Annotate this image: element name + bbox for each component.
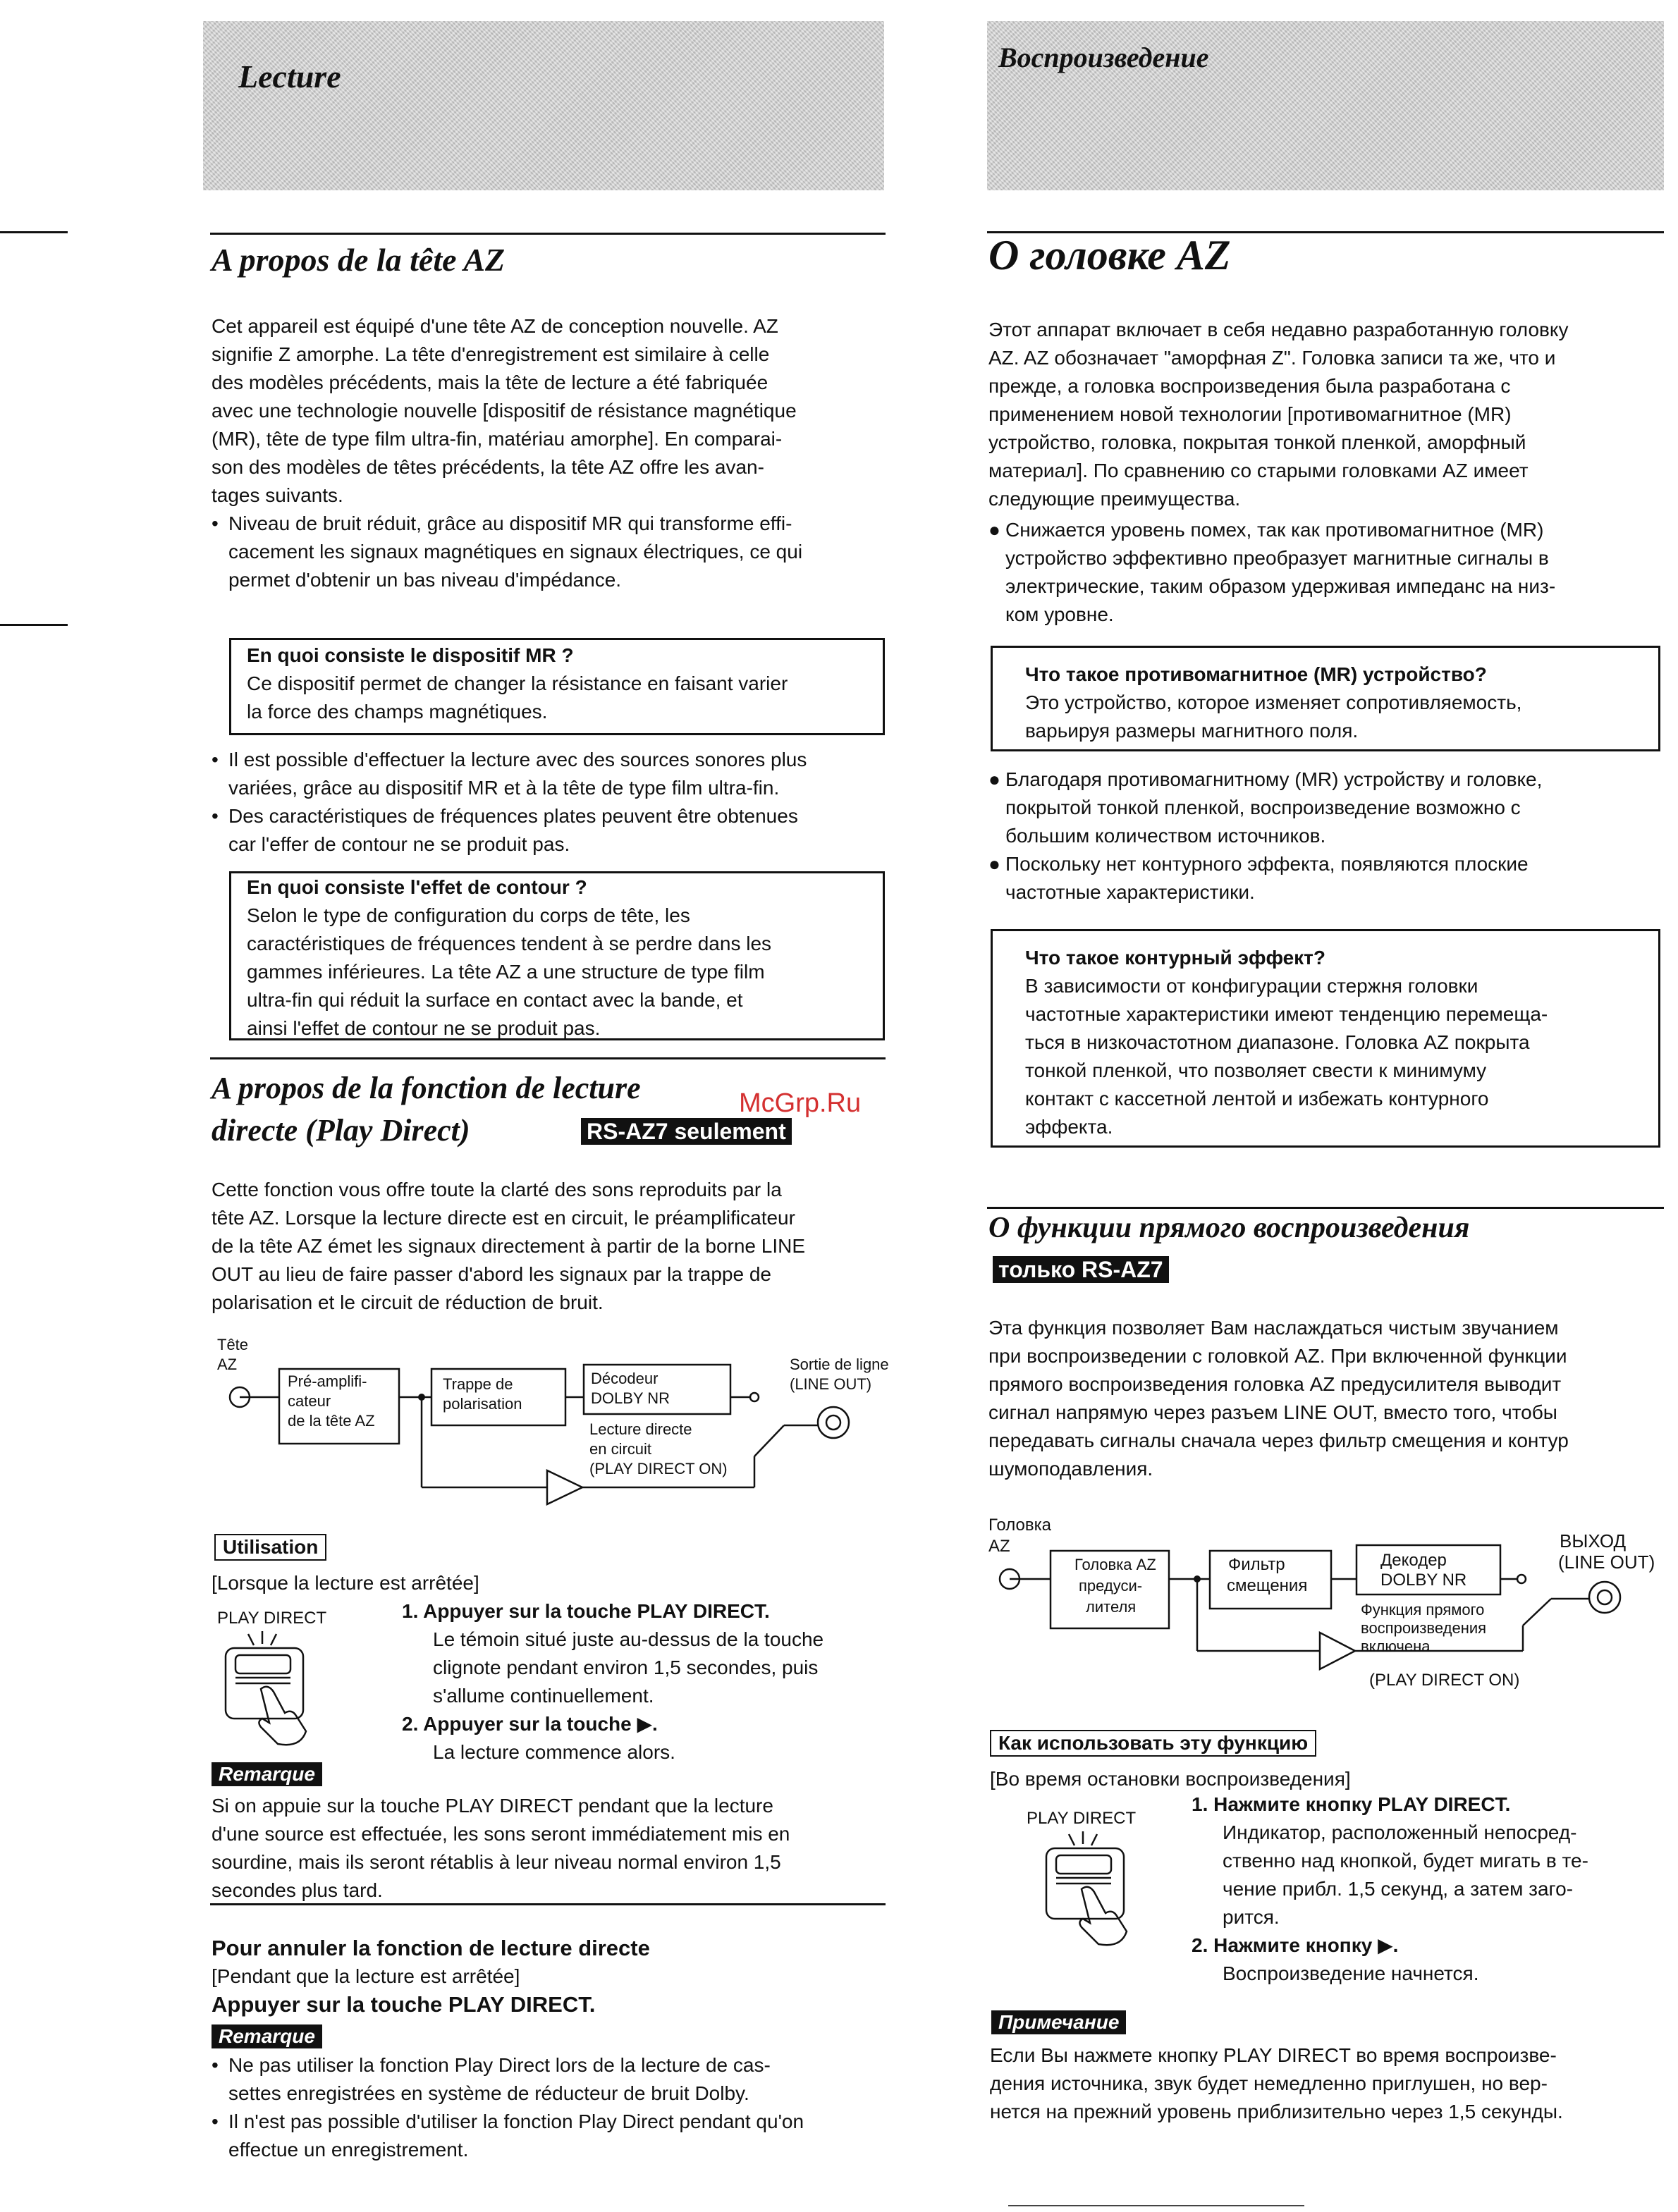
box-body: В зависимости от конфигурации стержня головки частотные характеристики имеют тенденцию перемеща- ться в низкочастотном диапазоне. Головка AZ покрыта тонкой пленкой, что позволяет свести к минимуму контакт с кассетной лентой и избежать контурного эффекта. xyxy=(1025,975,1548,1138)
section-title-play-direct-2: directe (Play Direct) xyxy=(212,1113,470,1148)
play-direct-intro-ru: Эта функция позволяет Вам наслаждаться чистым звучанием при воспроизведении с головкой AZ. При включенной функции прямого воспроизведения головка AZ предусилителя выводит сигнал напрямую через разъем LINE OUT, вместо того, чтобы передавать сигналы сначала через фильтр смещения и контур шумоподавления. xyxy=(988,1317,1569,1480)
section-title-play-direct-ru: О функции прямого воспроизведения xyxy=(988,1212,1470,1244)
box-title: En quoi consiste le dispositif MR ? xyxy=(247,644,574,666)
step-2-body-ru: Воспроизведение начнется. xyxy=(1223,1962,1479,1984)
bullet-item: • Il est possible d'effectuer la lecture avec des sources sonores plus variées, grâce au dispositif MR et à la tête de type film ultra-fin. xyxy=(212,749,807,799)
util-label-ru: Как использовать эту функцию xyxy=(990,1730,1316,1757)
box-title: Что такое контурный эффект? xyxy=(1025,947,1325,969)
model-badge-ru: только RS-AZ7 xyxy=(993,1256,1169,1283)
intro-paragraph-ru: Этот аппарат включает в себя недавно разработанную головку AZ. AZ обозначает "аморфная Z". Головка записи та же, что и прежде, а головка воспроизведения была разработана с применением новой технологии [противомагнитное (MR) устройство, головка, покрытая тонкой пленкой, аморфный материал]. По сравнению со старыми головками AZ имеет следующие преимущества. xyxy=(988,319,1569,510)
util-condition-ru: [Во время остановки воспроизведения] xyxy=(990,1768,1351,1790)
step-2-title-ru: 2. Нажмите кнопку ▶. xyxy=(1192,1934,1399,1956)
bullet-item: • Il n'est pas possible d'utiliser la fonction Play Direct pendant qu'on effectue un enregistrement. xyxy=(212,2110,804,2161)
bullet-item: ● Поскольку нет контурного эффекта, появляются плоские частотные характеристики. xyxy=(988,853,1529,903)
remarque-label-2: Remarque xyxy=(212,2024,322,2048)
play-direct-button-label: PLAY DIRECT xyxy=(217,1609,327,1628)
bullet-item: • Ne pas utiliser la fonction Play Direct lors de la lecture de cas- settes enregistrées en système de réducteur de bruit Dolby. xyxy=(212,2054,771,2104)
play-icon: ▶ xyxy=(1378,1934,1393,1956)
bullet-item: • Niveau de bruit réduit, grâce au dispositif MR qui transforme effi- cacement les signaux magnétiques en signaux électriques, ce qui permet d'obtenir un bas niveau d'impédance. xyxy=(212,512,803,591)
box-body: Ce dispositif permet de changer la résistance en faisant varier la force des champs magnétiques. xyxy=(247,672,788,723)
step-2-title: 2. Appuyer sur la touche ▶. xyxy=(402,1713,658,1735)
step-1-body: Le témoin situé juste au-dessus de la touche clignote pendant environ 1,5 secondes, puis s'allume continuellement. xyxy=(433,1628,824,1707)
box-body: Selon le type de configuration du corps de tête, les caractéristiques de fréquences tendent à se perdre dans les gammes inférieures. La tête AZ a une structure de type film ultra-fin qui réduit la surface en contact avec la bande, et ainsi l'effet de contour ne se produit pas. xyxy=(247,904,772,1039)
step-2-body: La lecture commence alors. xyxy=(433,1741,675,1763)
bullet-item: • Des caractéristiques de fréquences plates peuvent être obtenues car l'effer de contour ne se produit pas. xyxy=(212,805,798,855)
box-body: Это устройство, которое изменяет сопротивляемость, варьируя размеры магнитного поля. xyxy=(1025,692,1522,742)
remarque-body: Si on appuie sur la touche PLAY DIRECT pendant que la lecture d'une source est effectuée, les sons seront immédiatement mis en sourdine, mais ils seront rétablis à leur niveau normal environ 1,5 secondes plus tard. xyxy=(212,1795,790,1901)
step-1-title: 1. Appuyer sur la touche PLAY DIRECT. xyxy=(402,1600,770,1622)
cancel-step: Appuyer sur la touche PLAY DIRECT. xyxy=(212,1992,596,2017)
banner-title: Lecture xyxy=(238,59,341,94)
bullet-item: ● Благодаря противомагнитному (MR) устройству и головке, покрытой тонкой пленкой, воспроизведение возможно с большим количеством источников. xyxy=(988,768,1543,847)
section-title-az-head-ru: О головке AZ xyxy=(988,232,1231,278)
cancel-title: Pour annuler la fonction de lecture directe xyxy=(212,1936,650,1960)
remark-body-ru: Если Вы нажмете кнопку PLAY DIRECT во время воспроизве- дения источника, звук будет немедленно приглушен, но вер- нется на прежний уровень приблизительно через 1,5 секунды. xyxy=(990,2044,1563,2122)
play-direct-button-label-ru: PLAY DIRECT xyxy=(1027,1809,1137,1828)
watermark: McGrp.Ru xyxy=(739,1088,862,1118)
play-direct-intro: Cette fonction vous offre toute la clarté des sons reproduits par la tête AZ. Lorsque la lecture directe est en circuit, le préamplificateur de la tête AZ émet les signaux directement à partir de la borne LINE OUT au lieu de faire passer d'abord les signaux par la trappe de polarisation et le circuit de réduction de bruit. xyxy=(212,1179,806,1313)
model-badge: RS-AZ7 seulement xyxy=(581,1118,792,1145)
bullet-item: ● Снижается уровень помех, так как противомагнитное (MR) устройство эффективно преобразует магнитные сигналы в электрические, таким образом удерживая импеданс на низ- ком уровне. xyxy=(988,519,1556,625)
cancel-condition: [Pendant que la lecture est arrêtée] xyxy=(212,1965,520,1987)
remark-label-ru: Примечание xyxy=(991,2010,1126,2034)
section-title-az-head: A propos de la tête AZ xyxy=(212,242,506,278)
box-title: En quoi consiste l'effet de contour ? xyxy=(247,876,587,898)
banner-title: Воспроизведение xyxy=(998,42,1209,73)
play-direct-button-illustration-ru xyxy=(1041,1829,1160,1934)
intro-paragraph: Cet appareil est équipé d'une tête AZ de conception nouvelle. AZ signifie Z amorphe. La tête d'enregistrement est similaire à celle des modèles précédents, mais la tête de lecture a été fabriquée avec une technologie nouvelle [dispositif de résistance magnétique (MR), tête de type film ultra-fin, matériau amorphe]. En comparai- son des modèles de têtes précédents, la tête AZ offre les avan- tages suivants. xyxy=(212,315,797,506)
play-icon: ▶ xyxy=(637,1713,653,1735)
step-1-title-ru: 1. Нажмите кнопку PLAY DIRECT. xyxy=(1192,1793,1511,1815)
step-1-body-ru: Индикатор, расположенный непосред- ственно над кнопкой, будет мигать в те- чение прибл. 1,5 секунд, а затем заго- рится. xyxy=(1223,1821,1588,1928)
utilisation-label: Utilisation xyxy=(214,1534,326,1561)
section-title-play-direct: A propos de la fonction de lecture xyxy=(212,1071,641,1105)
util-condition: [Lorsque la lecture est arrêtée] xyxy=(212,1572,479,1594)
remarque-label: Remarque xyxy=(212,1762,322,1786)
bottom-rule xyxy=(1008,2205,1304,2206)
box-title: Что такое противомагнитное (MR) устройство? xyxy=(1025,663,1487,685)
